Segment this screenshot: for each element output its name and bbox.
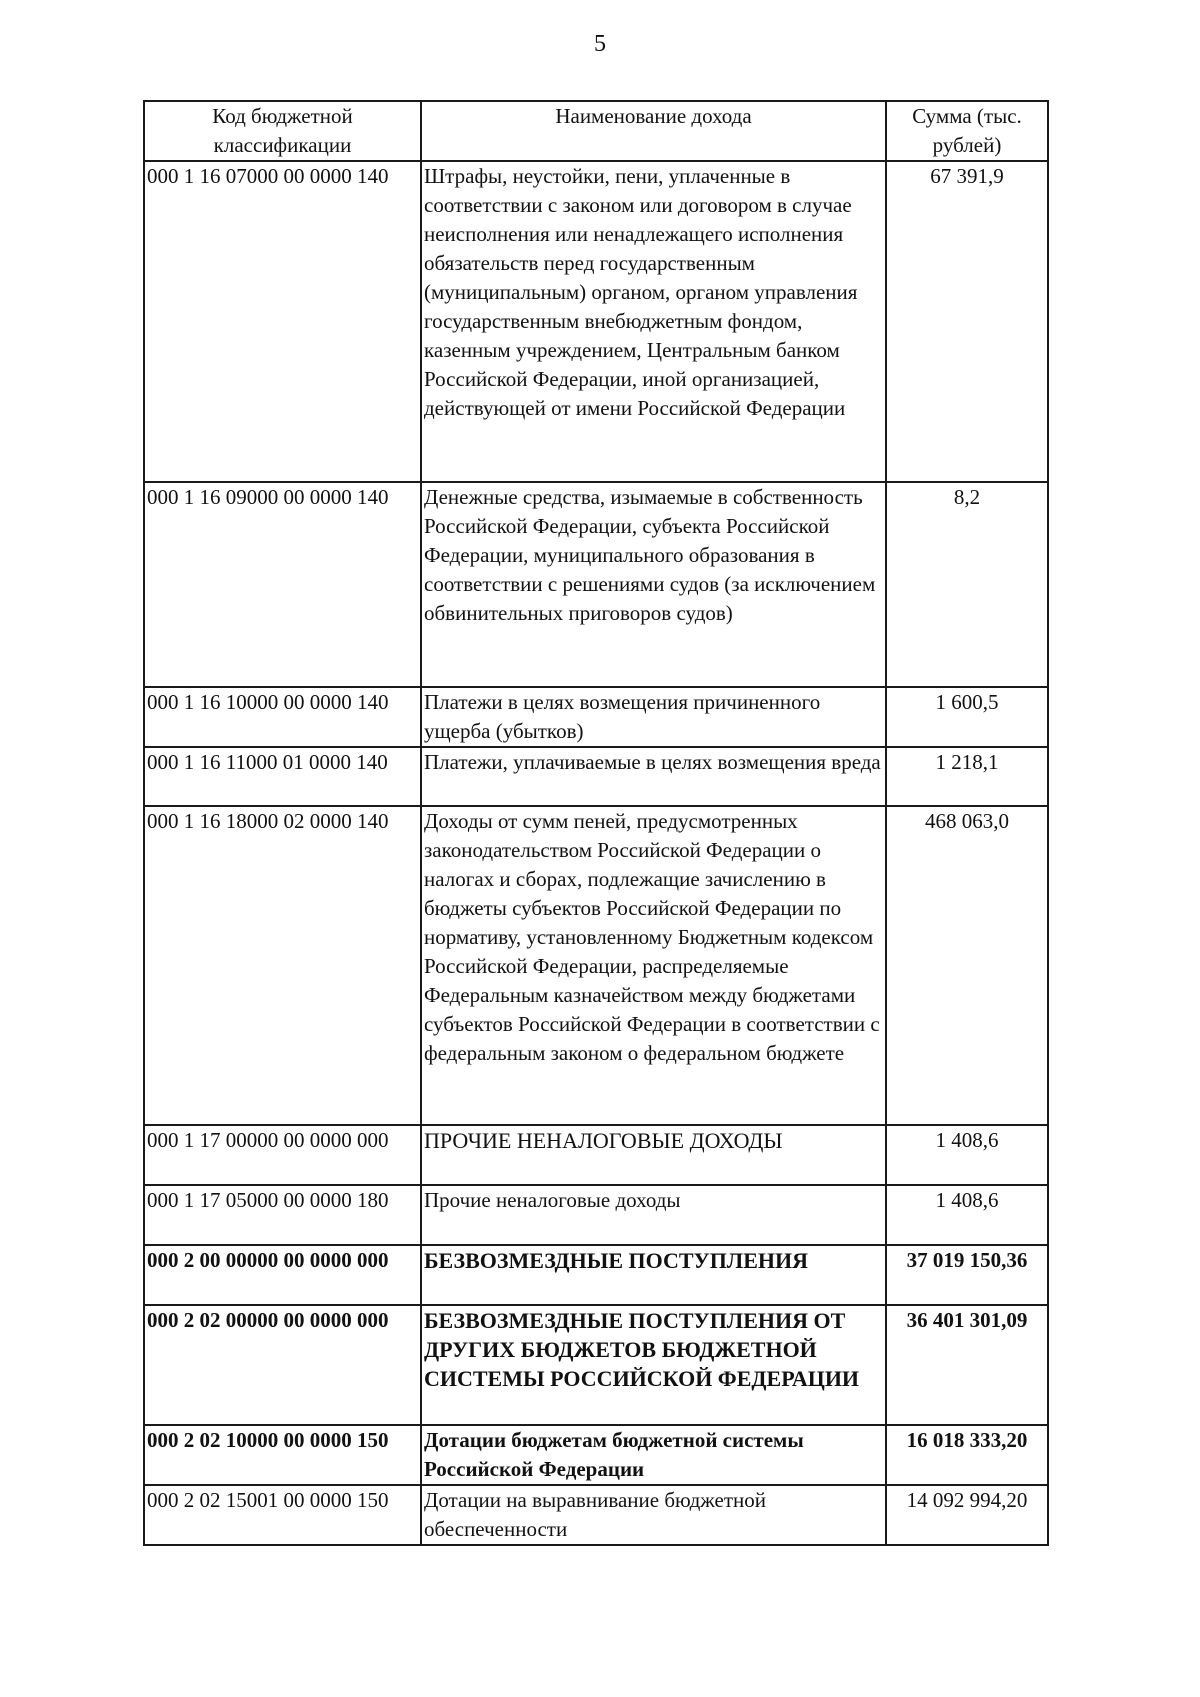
row-sum: 8,2 bbox=[886, 482, 1048, 687]
row-code: 000 1 16 11000 01 0000 140 bbox=[144, 747, 421, 806]
row-name: ПРОЧИЕ НЕНАЛОГОВЫЕ ДОХОДЫ bbox=[421, 1125, 886, 1185]
row-name: Денежные средства, изымаемые в собственность Российской Федерации, субъекта Российской Федерации, муниципального образования в соответствии с решениями судов (за исключением обвинительных приговоров судов) bbox=[421, 482, 886, 687]
table-row bbox=[144, 747, 1048, 806]
row-name: Дотации на выравнивание бюджетной обеспеченности bbox=[421, 1485, 886, 1545]
row-name: БЕЗВОЗМЕЗДНЫЕ ПОСТУПЛЕНИЯ ОТ ДРУГИХ БЮДЖЕТОВ БЮДЖЕТНОЙ СИСТЕМЫ РОССИЙСКОЙ ФЕДЕРАЦИИ bbox=[421, 1305, 886, 1425]
row-name: Платежи в целях возмещения причиненного ущерба (убытков) bbox=[421, 687, 886, 747]
row-code: 000 1 16 09000 00 0000 140 bbox=[144, 482, 421, 687]
row-name: Доходы от сумм пеней, предусмотренных законодательством Российской Федерации о налогах и сборах, подлежащие зачислению в бюджеты субъектов Российской Федерации по нормативу, установленному Бюджетным кодексом Российской Федерации, распределяемые Федеральным казначейством между бюджетами субъектов Российской Федерации в соответствии с федеральным законом о федеральном бюджете bbox=[421, 806, 886, 1125]
row-name: Прочие неналоговые доходы bbox=[421, 1185, 886, 1245]
row-sum: 37 019 150,36 bbox=[886, 1245, 1048, 1305]
table-row bbox=[144, 1185, 1048, 1245]
row-name: Дотации бюджетам бюджетной системы Российской Федерации bbox=[421, 1425, 886, 1485]
table-header-row bbox=[144, 101, 1048, 161]
row-name: Платежи, уплачиваемые в целях возмещения вреда bbox=[421, 747, 886, 806]
header-code: Код бюджетной классификации bbox=[144, 101, 421, 161]
table-row bbox=[144, 1125, 1048, 1185]
table-row bbox=[144, 1485, 1048, 1545]
row-code: 000 2 02 15001 00 0000 150 bbox=[144, 1485, 421, 1545]
header-name: Наименование дохода bbox=[421, 101, 886, 161]
row-sum: 1 408,6 bbox=[886, 1125, 1048, 1185]
row-code: 000 1 17 05000 00 0000 180 bbox=[144, 1185, 421, 1245]
row-name: БЕЗВОЗМЕЗДНЫЕ ПОСТУПЛЕНИЯ bbox=[421, 1245, 886, 1305]
table-row bbox=[144, 1425, 1048, 1485]
table-row bbox=[144, 687, 1048, 747]
row-code: 000 1 16 10000 00 0000 140 bbox=[144, 687, 421, 747]
row-sum: 1 218,1 bbox=[886, 747, 1048, 806]
row-code: 000 2 02 00000 00 0000 000 bbox=[144, 1305, 421, 1425]
row-sum: 16 018 333,20 bbox=[886, 1425, 1048, 1485]
revenue-table bbox=[143, 100, 1049, 1546]
row-code: 000 2 02 10000 00 0000 150 bbox=[144, 1425, 421, 1485]
page-number: 5 bbox=[594, 31, 606, 57]
row-sum: 1 408,6 bbox=[886, 1185, 1048, 1245]
row-code: 000 1 17 00000 00 0000 000 bbox=[144, 1125, 421, 1185]
table-row bbox=[144, 161, 1048, 482]
row-code: 000 1 16 18000 02 0000 140 bbox=[144, 806, 421, 1125]
row-sum: 36 401 301,09 bbox=[886, 1305, 1048, 1425]
row-sum: 468 063,0 bbox=[886, 806, 1048, 1125]
row-code: 000 1 16 07000 00 0000 140 bbox=[144, 161, 421, 482]
row-code: 000 2 00 00000 00 0000 000 bbox=[144, 1245, 421, 1305]
row-name: Штрафы, неустойки, пени, уплаченные в соответствии с законом или договором в случае неисполнения или ненадлежащего исполнения обязательств перед государственным (муниципальным) органом, органом управления государственным внебюджетным фондом, казенным учреждением, Центральным банком Российской Федерации, иной организацией, действующей от имени Российской Федерации bbox=[421, 161, 886, 482]
row-sum: 14 092 994,20 bbox=[886, 1485, 1048, 1545]
row-sum: 1 600,5 bbox=[886, 687, 1048, 747]
row-sum: 67 391,9 bbox=[886, 161, 1048, 482]
table-row bbox=[144, 482, 1048, 687]
header-sum: Сумма (тыс. рублей) bbox=[886, 101, 1048, 161]
table-row bbox=[144, 1245, 1048, 1305]
table-row bbox=[144, 806, 1048, 1125]
table-row bbox=[144, 1305, 1048, 1425]
